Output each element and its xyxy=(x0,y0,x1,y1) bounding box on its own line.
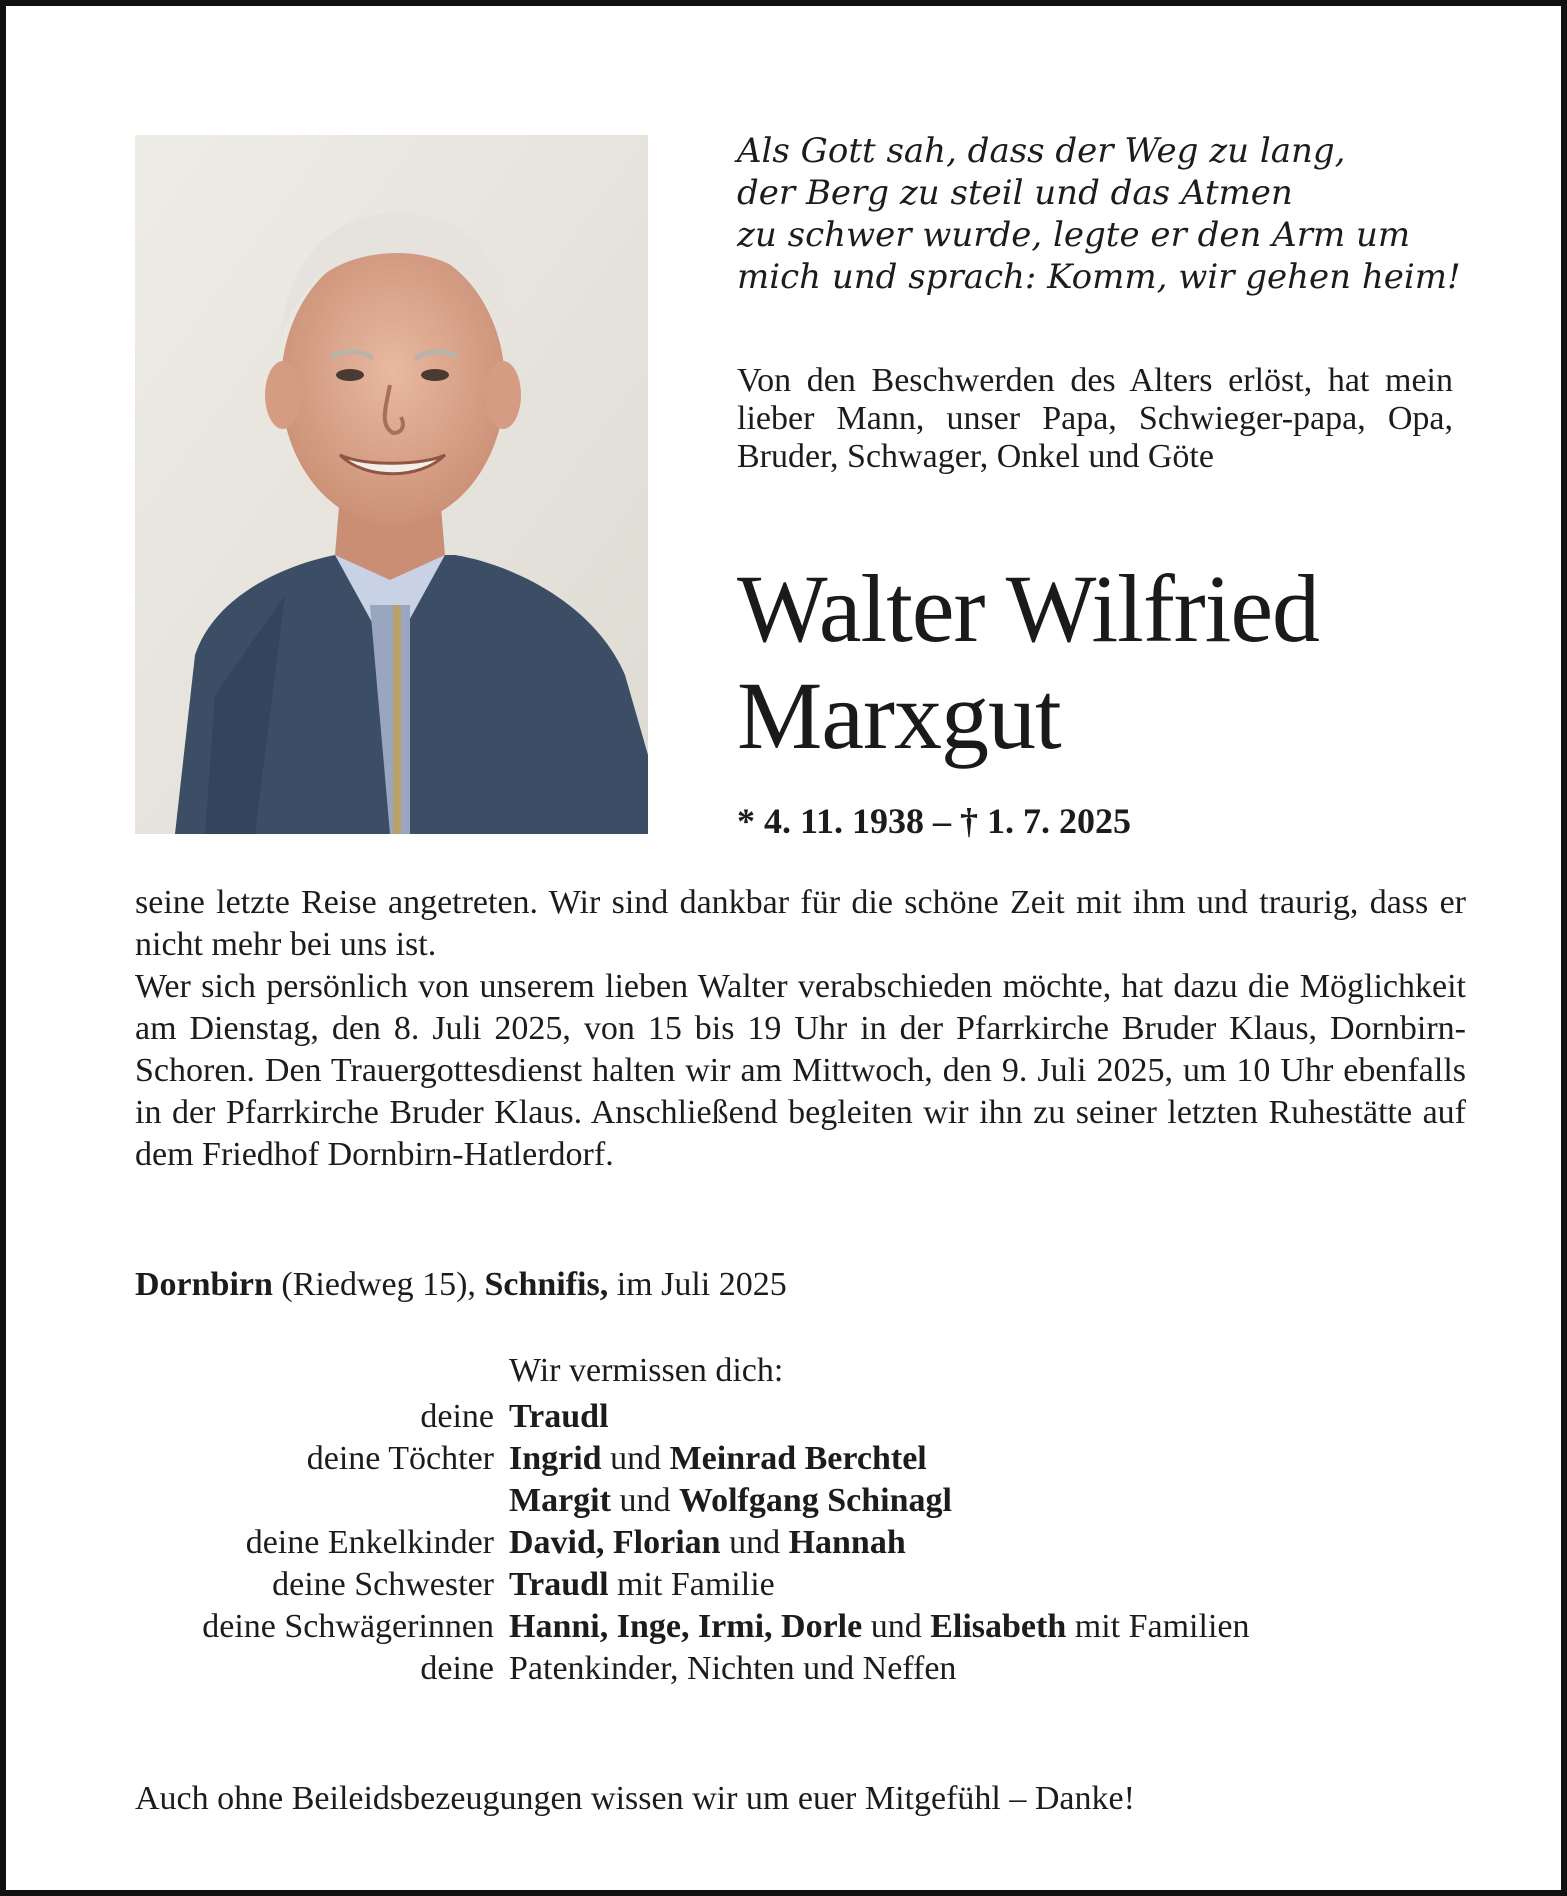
mourner-row xyxy=(66,1606,1526,1648)
mourner-relation: deine Enkelkinder xyxy=(245,1524,494,1561)
mourner-name: Traudl xyxy=(509,1566,609,1603)
mourner-name: Wolfgang Schinagl xyxy=(678,1482,952,1519)
poem-line: zu schwer wurde, legte er den Arm um xyxy=(737,215,1411,255)
mourner-name: Meinrad Berchtel xyxy=(669,1440,927,1477)
mourner-relation: deine xyxy=(420,1398,494,1435)
place-date: im Juli 2025 xyxy=(608,1266,787,1303)
place-and-date xyxy=(135,1264,787,1306)
mourner-row xyxy=(66,1396,1526,1438)
mourner-relation: deine Töchter xyxy=(306,1440,494,1477)
mourner-connector: und xyxy=(862,1608,931,1645)
portrait-image xyxy=(135,135,648,834)
poem-line: der Berg zu steil und das Atmen xyxy=(737,173,1293,213)
deceased-name-line1: Walter Wilfried xyxy=(737,555,1320,662)
deceased-name xyxy=(737,555,1537,769)
mourner-names xyxy=(509,1522,906,1564)
portrait-photo xyxy=(135,135,648,834)
mourner-row xyxy=(66,1522,1526,1564)
mourner-row xyxy=(66,1480,1526,1522)
poem-line: Als Gott sah, dass der Weg zu lang, xyxy=(737,131,1346,171)
mourner-names xyxy=(509,1564,775,1606)
mourner-connector: mit Familien xyxy=(1066,1608,1250,1645)
mourner-row xyxy=(66,1564,1526,1606)
mourner-connector: und xyxy=(720,1524,789,1561)
mourner-names xyxy=(509,1480,952,1522)
mourner-relation: deine xyxy=(420,1650,494,1687)
mourner-row xyxy=(66,1648,1526,1690)
mourner-name: Elisabeth xyxy=(930,1608,1067,1645)
body-paragraph-2: Wer sich persönlich von unserem lieben Walter verabschieden möchte, hat dazu die Möglichkeit am Dienstag, den 8. Juli 2025, von 15 bis 19 Uhr in der Pfarrkirche Bruder Klaus, Dornbirn- Schoren. Den Trauergottesdienst halten wir am Mittwoch, den 9. Juli 2025, um 10 Uhr ebenfalls in der Pfarrkirche Bruder Klaus. Anschließend begleiten wir ihn zu seiner letzten Ruhestätte auf dem Friedhof Dornbirn-Hatlerdorf. xyxy=(135,968,1466,1173)
mourner-relation: deine Schwägerinnen xyxy=(202,1608,494,1645)
mourner-name: Hannah xyxy=(788,1524,906,1561)
place-city-2: Schnifis, xyxy=(484,1266,609,1303)
main-text xyxy=(135,882,1466,1176)
place-address: (Riedweg 15), xyxy=(272,1266,485,1303)
body-paragraph-1: seine letzte Reise angetreten. Wir sind dankbar für die schöne Zeit mit ihm und traurig, dass er nicht mehr bei uns ist. xyxy=(135,884,1466,963)
mourner-name: Margit xyxy=(509,1482,611,1519)
place-city-1: Dornbirn xyxy=(135,1266,273,1303)
intro-paragraph: Von den Beschwerden des Alters erlöst, hat mein lieber Mann, unser Papa, Schwieger-papa, Opa, Bruder, Schwager, Onkel und Göte xyxy=(737,362,1453,475)
closing-thanks: Auch ohne Beileidsbezeugungen wissen wir um euer Mitgefühl – Danke! xyxy=(135,1780,1135,1817)
mourner-name: Traudl xyxy=(509,1398,609,1435)
mourners-list xyxy=(66,1396,1526,1690)
mourner-name: Hanni, Inge, Irmi, Dorle xyxy=(509,1608,863,1645)
mourner-connector: mit Familie xyxy=(608,1566,775,1603)
mourner-names xyxy=(509,1438,927,1480)
mourner-connector: und xyxy=(610,1482,679,1519)
poem-quote xyxy=(737,130,1497,298)
mourners-heading: Wir vermissen dich: xyxy=(509,1352,784,1389)
mourner-connector: Patenkinder, Nichten und Neffen xyxy=(509,1650,957,1687)
mourner-relation xyxy=(66,1480,509,1522)
mourner-name: Ingrid xyxy=(509,1440,602,1477)
life-dates: * 4. 11. 1938 – † 1. 7. 2025 xyxy=(737,801,1132,841)
mourner-names xyxy=(509,1396,609,1438)
deceased-name-line2: Marxgut xyxy=(737,662,1061,769)
mourner-names xyxy=(509,1606,1249,1648)
mourner-row xyxy=(66,1438,1526,1480)
mourner-names xyxy=(509,1648,956,1690)
poem-line: mich und sprach: Komm, wir gehen heim! xyxy=(737,257,1461,297)
mourner-connector: und xyxy=(601,1440,670,1477)
mourner-relation: deine Schwester xyxy=(272,1566,494,1603)
mourner-name: David, Florian xyxy=(509,1524,721,1561)
